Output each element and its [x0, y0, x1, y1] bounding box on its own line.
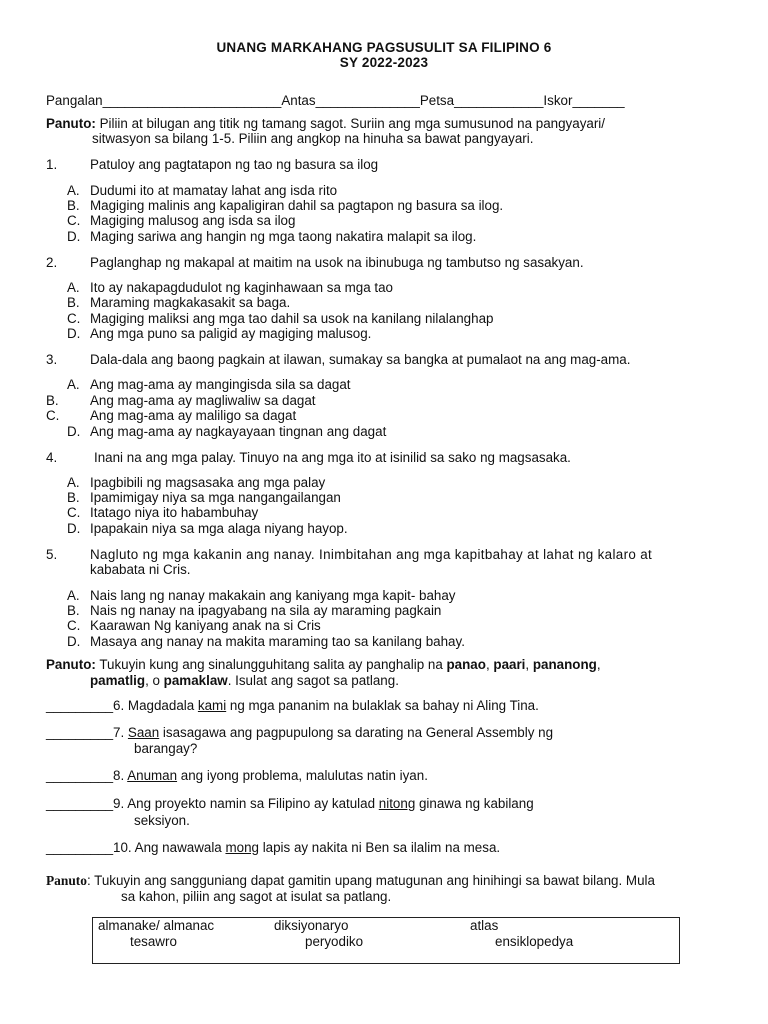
- option-letter: D.: [67, 634, 81, 649]
- option-letter: B.: [67, 490, 80, 505]
- underlined-word: kami: [197, 698, 227, 713]
- option-text: Nais ng nanay na ipagyabang na sila ay maraming pagkain: [90, 603, 442, 618]
- question-text: Inani na ang mga palay. Tinuyo na ang mga ito at isinilid sa sako ng magsasaka.: [94, 450, 571, 465]
- underlined-word: nitong: [378, 796, 416, 811]
- reference-choice: atlas: [470, 918, 499, 933]
- option-text: Dudumi ito at mamatay lahat ang isda rito: [90, 183, 338, 198]
- option-text: Ang mga puno sa paligid ay magiging malusog.: [90, 326, 372, 341]
- keyword-pamatlig: pamatlig: [90, 673, 146, 688]
- answer-blank: _________: [46, 768, 114, 783]
- question-number: 5.: [46, 547, 58, 562]
- fill-item: _________8. Anuman ang iyong problema, malulutas natin iyan.: [46, 768, 428, 783]
- keyword-pananong: pananong: [532, 657, 597, 672]
- reference-choices-box: [92, 917, 680, 964]
- option-text: Maging sariwa ang hangin ng mga taong nakatira malapit sa ilog.: [90, 229, 477, 244]
- part2-directions: Panuto: Tukuyin kung ang sinalungguhitang salita ay panghalip na panao, paari, pananong,: [46, 657, 601, 672]
- option-letter: B.: [67, 603, 80, 618]
- directions-label: Panuto:: [46, 116, 96, 131]
- school-year: SY 2022-2023: [339, 55, 429, 70]
- option-text: Ito ay nakapagdudulot ng kaginhawaan sa mga tao: [90, 280, 394, 295]
- question-text-cont: kababata ni Cris.: [90, 562, 191, 577]
- part3-directions-cont: sa kahon, piliin ang sagot at isulat sa patlang.: [121, 889, 392, 904]
- answer-blank: _________: [46, 796, 114, 811]
- reference-choice: ensiklopedya: [495, 934, 574, 949]
- option-letter: A.: [67, 377, 80, 392]
- option-letter: C.: [67, 213, 81, 228]
- option-letter: D.: [67, 521, 81, 536]
- option-letter: A.: [67, 475, 80, 490]
- question-text: Dala-dala ang baong pagkain at ilawan, sumakay sa bangka at pumalaot na ang mag-ama.: [90, 352, 631, 367]
- question-text: Patuloy ang pagtatapon ng tao ng basura sa ilog: [90, 157, 379, 172]
- keyword-paari: paari: [493, 657, 526, 672]
- underlined-word: Saan: [127, 725, 160, 740]
- part1-directions-cont: sitwasyon sa bilang 1-5. Piliin ang angkop na hinuha sa bawat pangyayari.: [92, 131, 534, 146]
- option-letter: A.: [67, 588, 80, 603]
- option-letter: C.: [67, 618, 81, 633]
- option-text: Magiging maliksi ang mga tao dahil sa usok na kanilang nilalanghap: [90, 311, 494, 326]
- part1-directions: Panuto: Piliin at bilugan ang titik ng tamang sagot. Suriin ang mga sumusunod na pangyayari/: [46, 116, 606, 131]
- option-letter: D.: [67, 229, 81, 244]
- option-letter: B.: [46, 393, 59, 408]
- option-text: Kaarawan Ng kaniyang anak na si Cris: [90, 618, 321, 633]
- fill-item: _________7. Saan isasagawa ang pagpupulong sa darating na General Assembly ng: [46, 725, 554, 740]
- option-letter: D.: [67, 424, 81, 439]
- option-text: Maraming magkakasakit sa baga.: [90, 295, 291, 310]
- keyword-panao: panao: [446, 657, 486, 672]
- option-text: Ipapakain niya sa mga alaga niyang hayop.: [90, 521, 348, 536]
- option-text: Ang mag-ama ay magliwaliw sa dagat: [90, 393, 316, 408]
- reference-choice: almanake/ almanac: [98, 918, 215, 933]
- directions-label: Panuto:: [46, 657, 96, 672]
- exam-title: UNANG MARKAHANG PAGSUSULIT SA FILIPINO 6: [216, 40, 552, 55]
- option-text: Ipagbibili ng magsasaka ang mga palay: [90, 475, 326, 490]
- option-text: Ang mag-ama ay nagkayayaan tingnan ang dagat: [90, 424, 387, 439]
- reference-choice: peryodiko: [305, 934, 364, 949]
- fill-item-cont: barangay?: [134, 741, 198, 756]
- option-letter: C.: [67, 505, 81, 520]
- question-text: Nagluto ng mga kakanin ang nanay. Inimbitahan ang mga kapitbahay at lahat ng kalaro at: [90, 547, 653, 562]
- option-text: Itatago niya ito habambuhay: [90, 505, 259, 520]
- option-letter: A.: [67, 183, 80, 198]
- part3-directions: Panuto: Tukuyin ang sangguniang dapat gamitin upang matugunan ang hinihingi sa bawat bilang. Mula: [46, 873, 655, 888]
- fill-item: _________10. Ang nawawala mong lapis ay nakita ni Ben sa ilalim na mesa.: [46, 840, 501, 855]
- option-text: Magiging malinis ang kapaligiran dahil sa pagtapon ng basura sa ilog.: [90, 198, 504, 213]
- directions-label: Panuto: [46, 873, 87, 888]
- fill-item: _________9. Ang proyekto namin sa Filipino ay katulad nitong ginawa ng kabilang: [46, 796, 534, 811]
- question-number: 3.: [46, 352, 58, 367]
- fill-item-cont: seksiyon.: [134, 813, 190, 828]
- option-text: Magiging malusog ang isda sa ilog: [90, 213, 296, 228]
- option-text: Ipamimigay niya sa mga nangangailangan: [90, 490, 341, 505]
- underlined-word: Anuman: [127, 768, 178, 783]
- answer-blank: _________: [46, 725, 114, 740]
- student-info-line: Pangalan________________________Antas______________Petsa____________Iskor_______: [46, 93, 625, 108]
- option-text: Ang mag-ama ay maliligo sa dagat: [90, 408, 297, 423]
- part2-directions-cont: pamatlig, o pamaklaw. Isulat ang sagot sa patlang.: [90, 673, 399, 688]
- question-text: Paglanghap ng makapal at maitim na usok na ibinubuga ng tambutso ng sasakyan.: [90, 255, 584, 270]
- question-number: 1.: [46, 157, 58, 172]
- option-letter: C.: [67, 311, 81, 326]
- option-letter: C.: [46, 408, 60, 423]
- question-number: 2.: [46, 255, 58, 270]
- fill-item: _________6. Magdadala kami ng mga pananim na bulaklak sa bahay ni Aling Tina.: [46, 698, 539, 713]
- option-letter: B.: [67, 295, 80, 310]
- question-number: 4.: [46, 450, 58, 465]
- answer-blank: _________: [46, 698, 114, 713]
- option-text: Nais lang ng nanay makakain ang kaniyang mga kapit- bahay: [90, 588, 456, 603]
- option-letter: D.: [67, 326, 81, 341]
- reference-choice: diksiyonaryo: [274, 918, 349, 933]
- keyword-pamaklaw: pamaklaw: [163, 673, 228, 688]
- option-text: Masaya ang nanay na makita maraming tao sa kanilang bahay.: [90, 634, 465, 649]
- reference-choice: tesawro: [130, 934, 177, 949]
- option-text: Ang mag-ama ay mangingisda sila sa dagat: [90, 377, 351, 392]
- underlined-word: mong: [225, 840, 259, 855]
- option-letter: A.: [67, 280, 80, 295]
- option-letter: B.: [67, 198, 80, 213]
- answer-blank: _________: [46, 840, 114, 855]
